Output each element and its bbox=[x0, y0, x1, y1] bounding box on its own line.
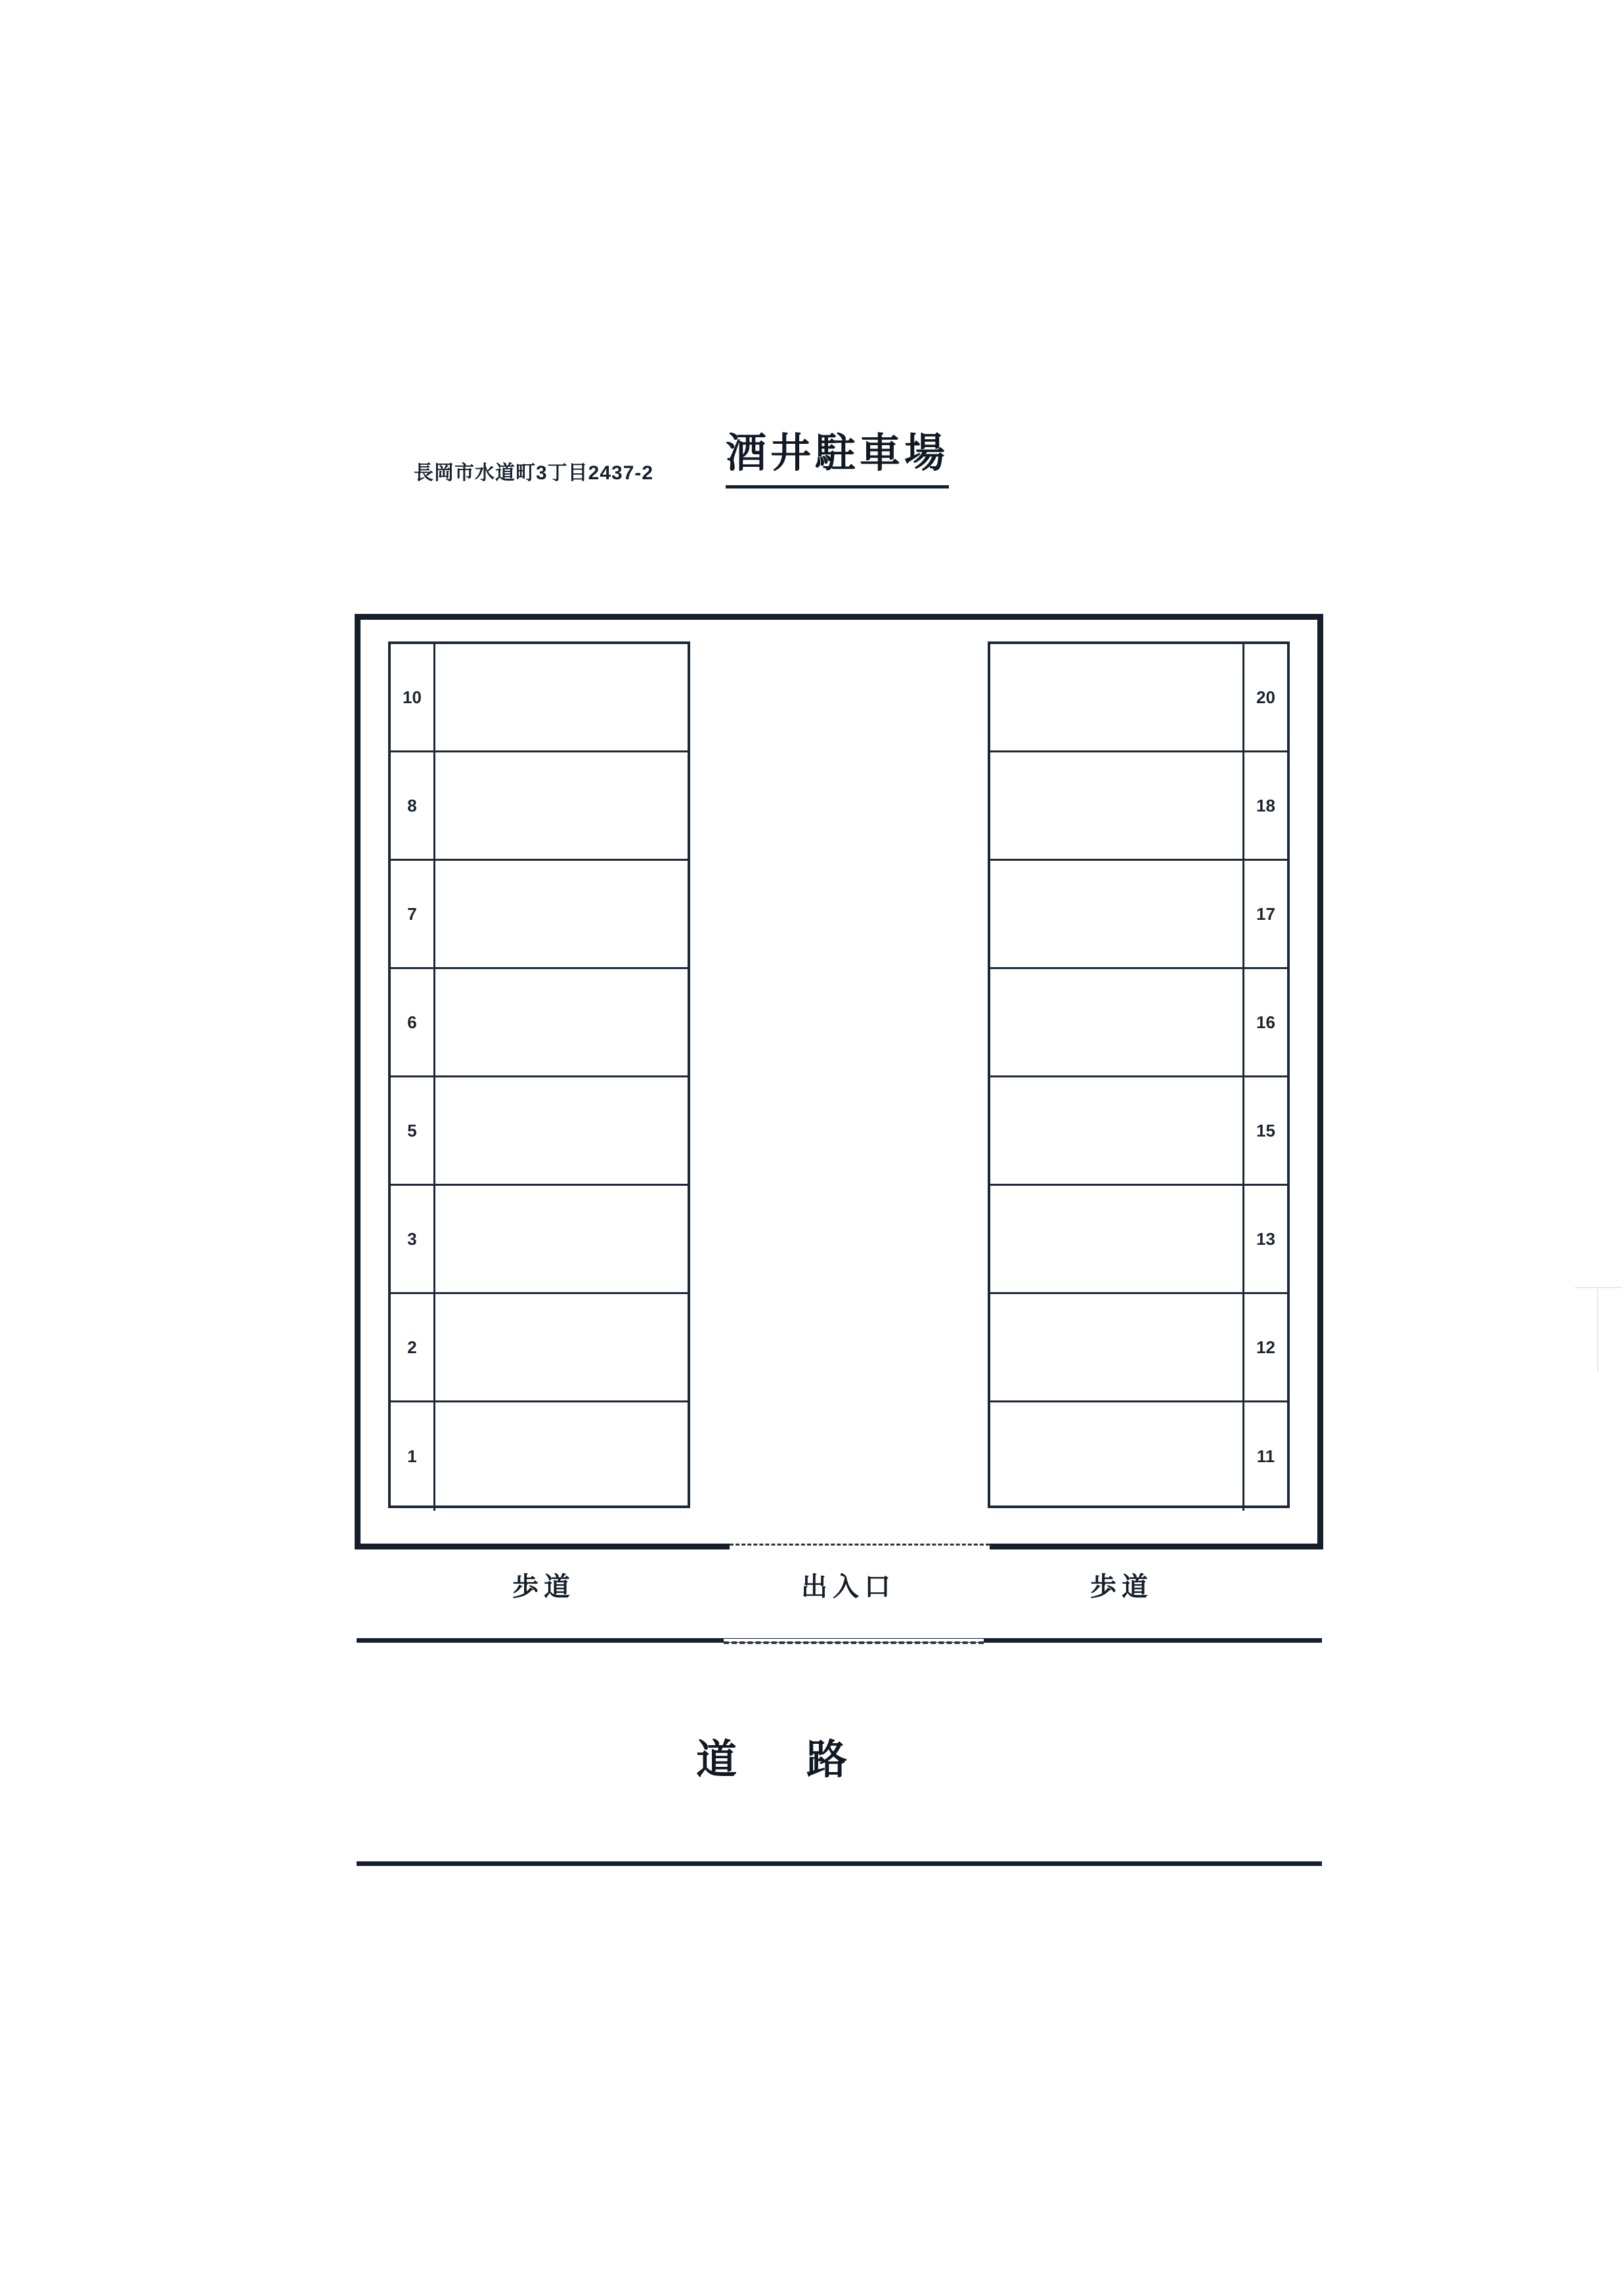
stall-bay bbox=[990, 1186, 1242, 1292]
stall-number: 3 bbox=[391, 1186, 435, 1292]
parking-stall[interactable] bbox=[990, 752, 1287, 861]
stall-bay bbox=[990, 1077, 1242, 1184]
road-label bbox=[696, 1727, 854, 1785]
parking-stall[interactable] bbox=[391, 752, 688, 861]
stall-bay bbox=[990, 752, 1242, 859]
parking-stall[interactable] bbox=[391, 861, 688, 969]
stall-number: 6 bbox=[391, 969, 435, 1075]
stall-number: 8 bbox=[391, 752, 435, 859]
property-address: 長岡市水道町3丁目2437-2 bbox=[414, 462, 654, 484]
stall-bay bbox=[435, 861, 688, 967]
stall-bay bbox=[435, 1186, 688, 1292]
stall-bay bbox=[435, 969, 688, 1075]
stall-number: 1 bbox=[391, 1402, 435, 1511]
east-parking-block bbox=[988, 641, 1290, 1508]
parking-stall[interactable] bbox=[990, 644, 1287, 752]
page-title: 酒井駐車場 bbox=[726, 420, 949, 488]
stall-bay bbox=[990, 1294, 1242, 1400]
parking-stall[interactable] bbox=[391, 1402, 688, 1511]
road-label-char-1: 道 bbox=[696, 1737, 744, 1783]
stall-number: 16 bbox=[1242, 969, 1287, 1075]
stall-bay bbox=[990, 1402, 1242, 1511]
entrance-label: 出入口 bbox=[801, 1572, 896, 1601]
stall-number: 13 bbox=[1242, 1186, 1287, 1292]
stall-bay bbox=[435, 1402, 688, 1511]
sidewalk-label-left: 歩道 bbox=[512, 1572, 575, 1601]
parking-stall[interactable] bbox=[391, 1186, 688, 1294]
parking-stall[interactable] bbox=[391, 644, 688, 752]
stall-number: 12 bbox=[1242, 1294, 1287, 1400]
parking-lot-outline bbox=[355, 614, 1323, 1549]
stall-bay bbox=[435, 1077, 688, 1184]
stall-number: 7 bbox=[391, 861, 435, 967]
stall-number: 2 bbox=[391, 1294, 435, 1400]
stall-bay bbox=[990, 969, 1242, 1075]
road-label-char-2: 路 bbox=[806, 1737, 854, 1783]
stall-number: 18 bbox=[1242, 752, 1287, 859]
parking-stall[interactable] bbox=[391, 1077, 688, 1186]
stall-bay bbox=[435, 1294, 688, 1400]
stall-number: 10 bbox=[391, 644, 435, 750]
parking-stall[interactable] bbox=[990, 1077, 1287, 1186]
parking-stall[interactable] bbox=[391, 969, 688, 1077]
scan-artifact bbox=[1575, 1287, 1622, 1288]
stall-number: 20 bbox=[1242, 644, 1287, 750]
sidewalk-label-row bbox=[355, 1566, 1323, 1612]
parking-stall[interactable] bbox=[990, 1402, 1287, 1511]
stall-number: 5 bbox=[391, 1077, 435, 1184]
scan-artifact bbox=[1597, 1287, 1598, 1372]
stall-bay bbox=[435, 644, 688, 750]
west-parking-block bbox=[388, 641, 690, 1508]
parking-stall[interactable] bbox=[990, 861, 1287, 969]
stall-bay bbox=[990, 861, 1242, 967]
parking-stall[interactable] bbox=[391, 1294, 688, 1402]
stall-number: 11 bbox=[1242, 1402, 1287, 1511]
entrance-opening bbox=[730, 1544, 990, 1549]
parking-stall[interactable] bbox=[990, 969, 1287, 1077]
stall-bay bbox=[990, 644, 1242, 750]
sidewalk-label-right: 歩道 bbox=[1090, 1572, 1153, 1601]
stall-number: 15 bbox=[1242, 1077, 1287, 1184]
road-boundary-line-bottom bbox=[357, 1861, 1322, 1866]
parking-stall[interactable] bbox=[990, 1186, 1287, 1294]
stall-bay bbox=[435, 752, 688, 859]
entrance-dashed-opening bbox=[724, 1639, 984, 1642]
stall-number: 17 bbox=[1242, 861, 1287, 967]
parking-stall[interactable] bbox=[990, 1294, 1287, 1402]
